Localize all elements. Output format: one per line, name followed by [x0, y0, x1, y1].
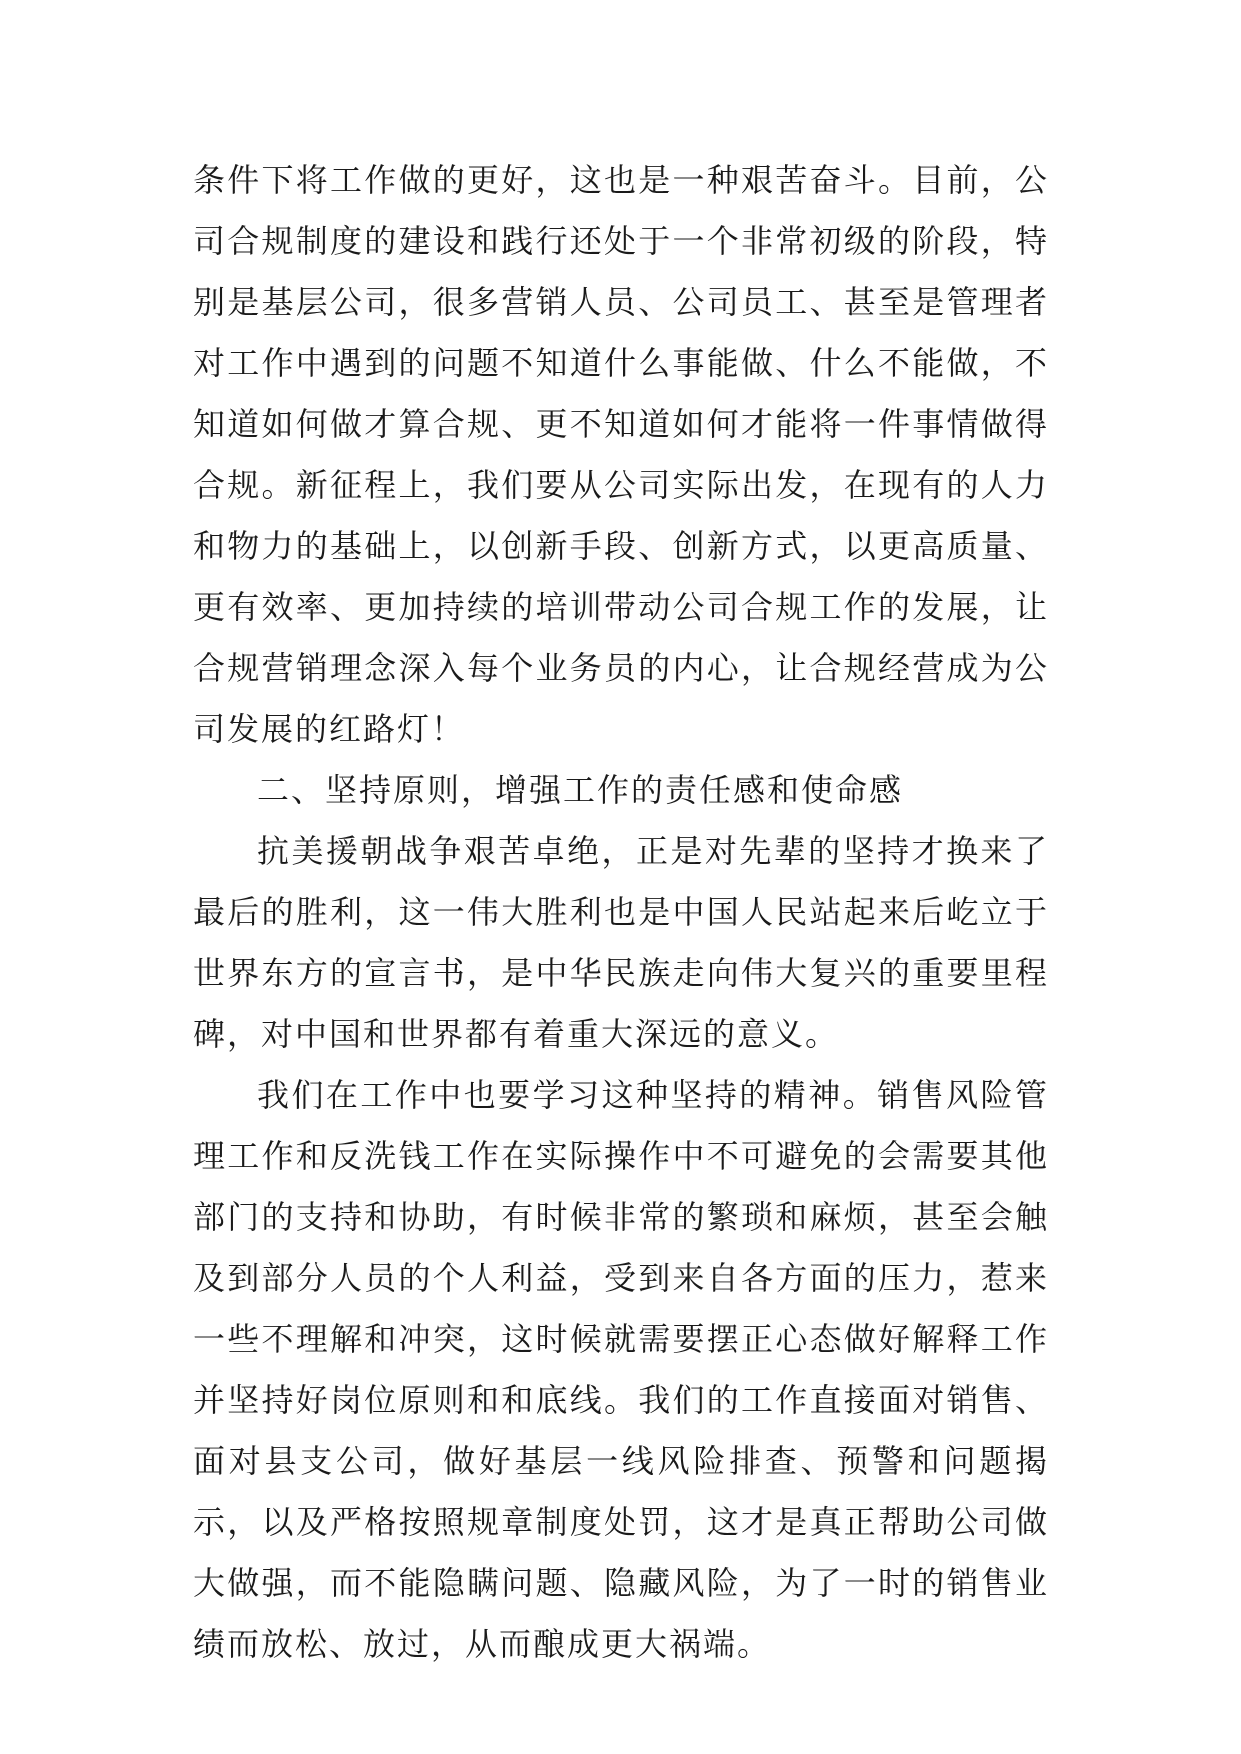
paragraph-korean-war: 抗美援朝战争艰苦卓绝，正是对先辈的坚持才换来了最后的胜利，这一伟大胜利也是中国人民站起来后屹立于世界东方的宣言书，是中华民族走向伟大复兴的重要里程碑，对中国和世界都有着重大深远的意义。 [193, 832, 1049, 1053]
paragraph-persistence: 我们在工作中也要学习这种坚持的精神。销售风险管理工作和反洗钱工作在实际操作中不可避免的会需要其他部门的支持和协助，有时候非常的繁琐和麻烦，甚至会触及到部分人员的个人利益，受到来自各方面的压力，惹来一些不理解和冲突，这时候就需要摆正心态做好解释工作并坚持好岗位原则和和底线。我们的工作直接面对销售、面对县支公司，做好基层一线风险排查、预警和问题揭示，以及严格按照规章制度处罚，这才是真正帮助公司做大做强，而不能隐瞒问题、隐藏风险，为了一时的销售业绩而放松、放过，从而酿成更大祸端。 [193, 1076, 1049, 1663]
document-body [193, 150, 1049, 1675]
section-heading: 二、坚持原则，增强工作的责任感和使命感 [257, 771, 904, 809]
paragraph-continuation: 条件下将工作做的更好，这也是一种艰苦奋斗。目前，公司合规制度的建设和践行还处于一个非常初级的阶段，特别是基层公司，很多营销人员、公司员工、甚至是管理者对工作中遇到的问题不知道什么事能做、什么不能做，不知道如何做才算合规、更不知道如何才能将一件事情做得合规。新征程上，我们要从公司实际出发，在现有的人力和物力的基础上，以创新手段、创新方式，以更高质量、更有效率、更加持续的培训带动公司合规工作的发展，让合规营销理念深入每个业务员的内心，让合规经营成为公司发展的红路灯！ [193, 161, 1049, 748]
